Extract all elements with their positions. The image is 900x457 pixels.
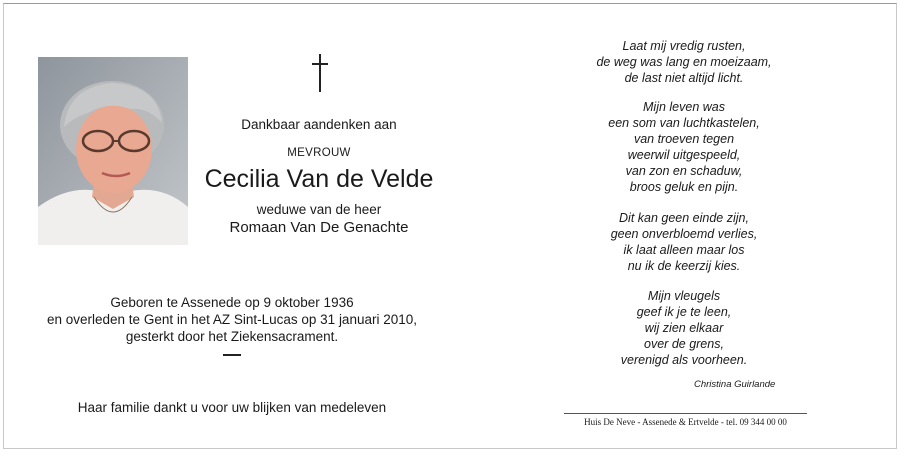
portrait-photo [38,57,188,245]
poem-line: broos geluk en pijn. [629,180,739,194]
poem-line: over de grens, [644,337,724,351]
divider [223,354,241,356]
poem-line: van zon en schaduw, [625,164,743,178]
cross-icon [311,54,329,92]
title-text: MEVROUW [287,147,351,159]
poem-line: verenigd als voorheen. [620,353,748,367]
bio-line: Geboren te Assenede op 9 oktober 1936 [110,295,354,310]
poem-line: ik laat alleen maar los [623,243,745,257]
funeral-home-footer: Huis De Neve - Assenede & Ertvelde - tel. 09 344 00 00 [584,417,787,427]
poem-stanza-2 [564,99,804,195]
poem-line: Laat mij vredig rusten, [622,39,746,53]
poem-line: een som van luchtkastelen, [608,116,760,130]
spouse-name: Romaan Van De Genachte [229,219,409,236]
poem-line: Mijn leven was [643,100,725,114]
deceased-name: Cecilia Van de Velde [204,165,434,193]
poem-line: weerwil uitgespeeld, [627,148,741,162]
memorial-card [3,3,897,449]
bio-block [32,294,432,345]
poem-line: Mijn vleugels [647,289,721,303]
poem-line: nu ik de keerzij kies. [627,259,741,273]
intro-text: Dankbaar aandenken aan [241,117,397,132]
relation-text: weduwe van de heer [256,202,382,217]
poem-line: van troeven tegen [633,132,735,146]
thanks-text: Haar familie dankt u voor uw blijken van medeleven [77,400,387,415]
poem-stanza-4 [564,288,804,368]
poem-line: wij zien elkaar [644,321,724,335]
poem-stanza-3 [564,210,804,274]
poem-line: geef ik je te leen, [636,305,732,319]
bio-line: en overleden te Gent in het AZ Sint-Lucas op 31 januari 2010, [47,312,417,327]
footer-divider [564,413,807,414]
bio-line: gesterkt door het Ziekensacrament. [125,329,339,344]
poem-line: Dit kan geen einde zijn, [619,211,749,225]
poem-stanza-1 [564,38,804,86]
poem-line: geen onverbloemd verlies, [610,227,758,241]
poem-author: Christina Guirlande [694,379,776,390]
poem-line: de last niet altijd licht. [624,71,744,85]
poem-line: de weg was lang en moeizaam, [596,55,772,69]
